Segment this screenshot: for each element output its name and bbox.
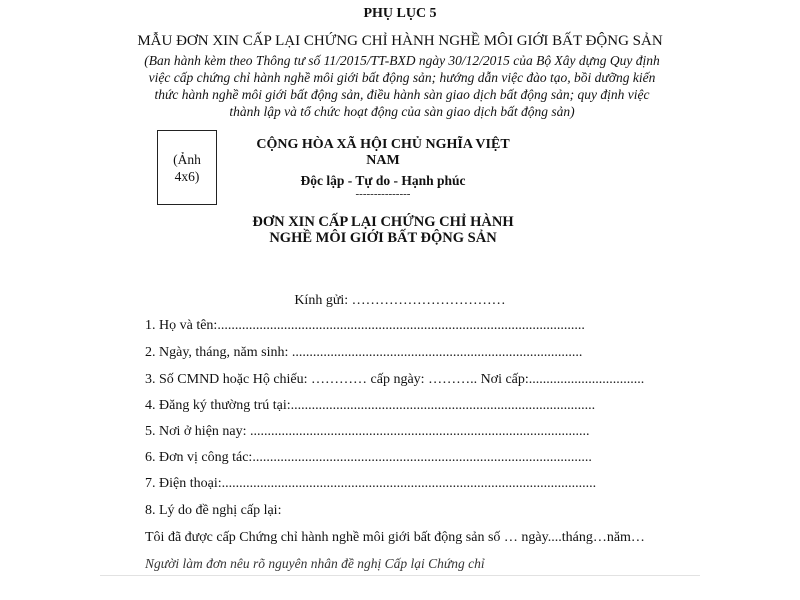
page-bottom-edge [100,575,700,576]
issued-note: (Ban hành kèm theo Thông tư số 11/2015/TT-BXD ngày 30/12/2015 của Bộ Xây dựng Quy định việc cấp chứng chỉ hành nghề môi giới bất động sản; hướng dẫn việc đào tạo, bồi dưỡng kiến thức hành nghề môi giới bất động sản, điều hành sàn giao dịch bất động sản; quy định việc thành lập và tổ chức hoạt động của sàn giao dịch bất động sản) [144,53,660,119]
reason-hint: Người làm đơn nêu rõ nguyên nhân đề nghị Cấp lại Chứng chỉ [145,556,485,571]
certificate-statement: Tôi đã được cấp Chứng chỉ hành nghề môi giới bất động sản số … ngày....tháng…năm… [145,530,645,545]
field-id-number: 3. Số CMND hoặc Hộ chiếu: ………… cấp ngày: ……….. Nơi cấp:................................. [145,372,645,387]
appendix-title: PHỤ LỤC 5 [363,6,437,21]
photo-placeholder [157,130,217,205]
form-title: MẪU ĐƠN XIN CẤP LẠI CHỨNG CHỈ HÀNH NGHỀ MÔI GIỚI BẤT ĐỘNG SẢN [137,33,663,49]
field-date-of-birth: 2. Ngày, tháng, năm sinh: ................................................................................... [145,345,583,360]
motto-divider: --------------- [355,188,411,200]
field-full-name: 1. Họ và tên:......................................................................................................... [145,318,585,333]
addressee-line: Kính gửi: …………………………… [294,293,506,308]
republic-name: CỘNG HÒA XÃ HỘI CHỦ NGHĨA VIỆT NAM [256,137,510,168]
national-motto: Độc lập - Tự do - Hạnh phúc [300,173,466,188]
field-current-address: 5. Nơi ở hiện nay: ................................................................................................. [145,424,590,439]
field-permanent-address: 4. Đăng ký thường trú tại:....................................................................................... [145,398,596,413]
field-phone: 7. Điện thoại:........................................................................................................... [145,476,597,491]
photo-placeholder-label: (Ảnh 4x6) [173,151,201,184]
document-heading: ĐƠN XIN CẤP LẠI CHỨNG CHỈ HÀNH NGHỀ MÔI GIỚI BẤT ĐỘNG SẢN [252,214,514,246]
field-workplace: 6. Đơn vị công tác:................................................................................................. [145,450,592,465]
field-reason: 8. Lý do đề nghị cấp lại: [145,503,282,518]
